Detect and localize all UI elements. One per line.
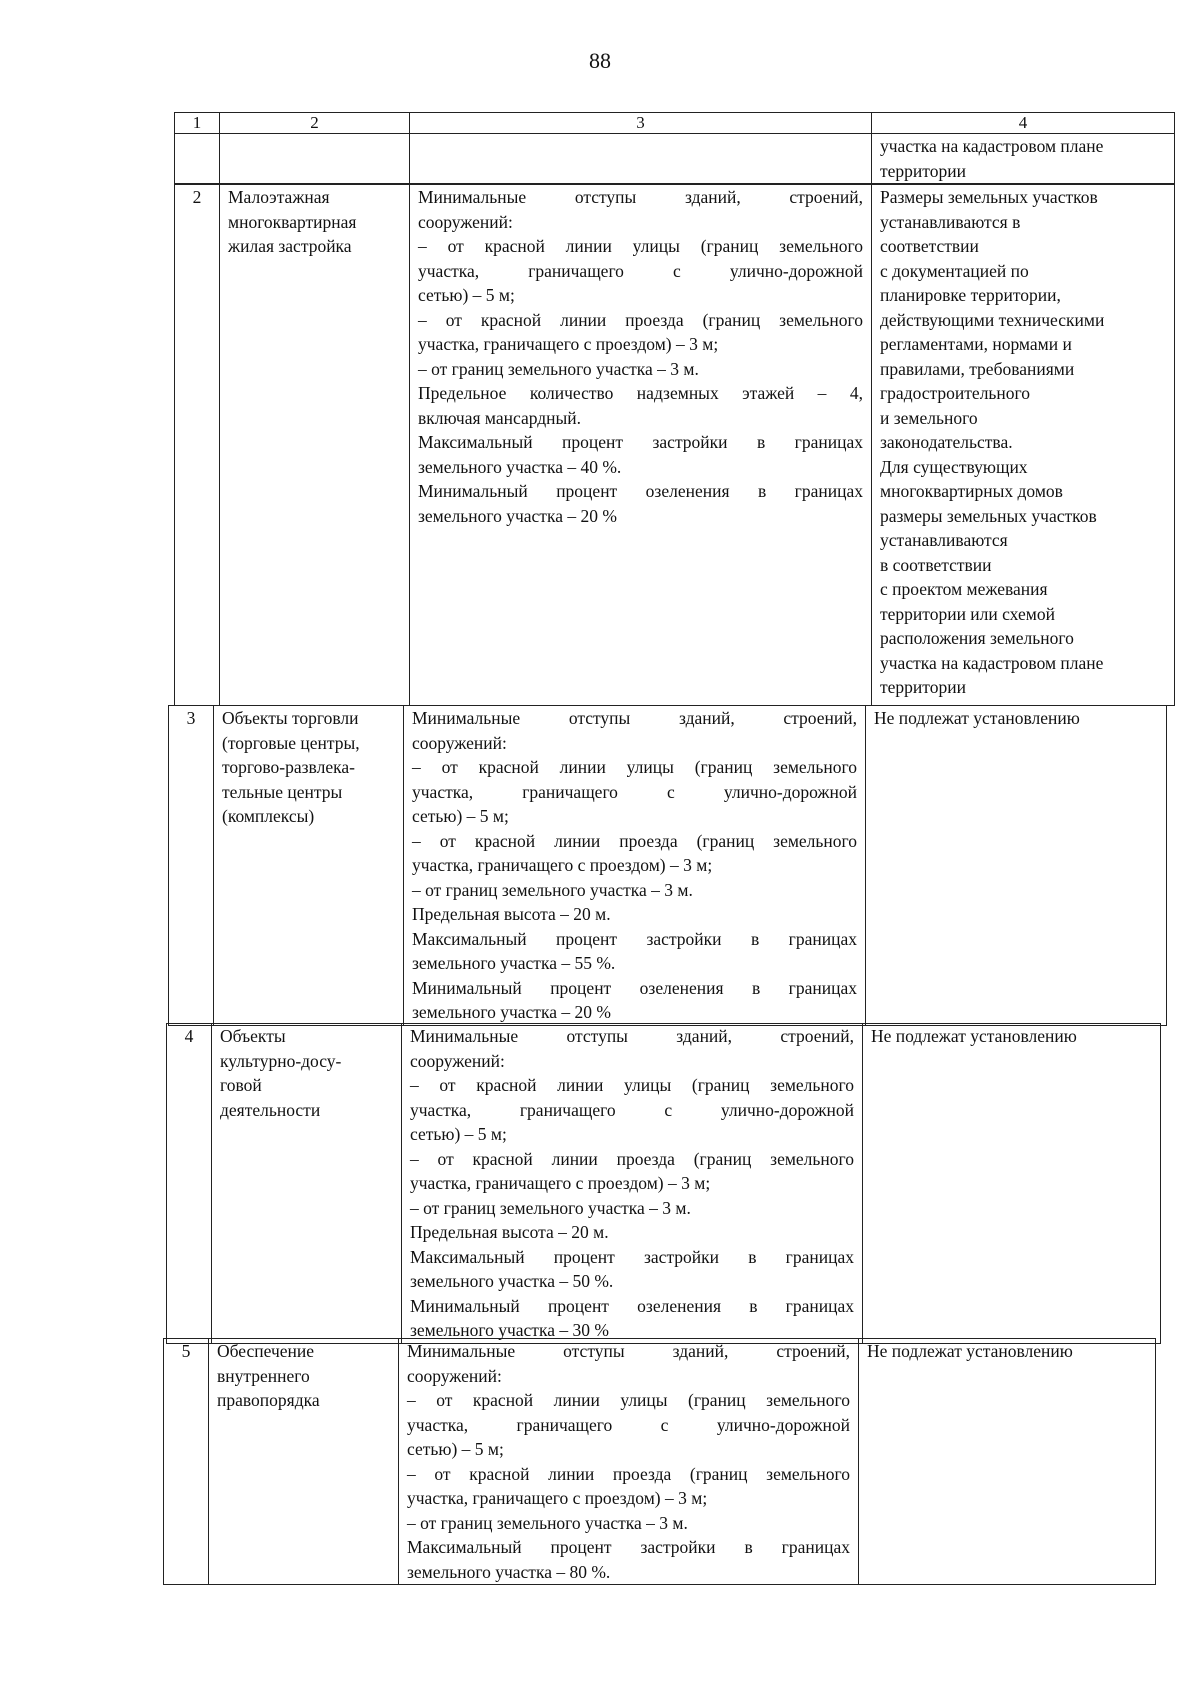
column-header-2: 2 [220, 113, 410, 134]
zone-name-cell: Обеспечение внутреннего правопорядка [209, 1339, 399, 1585]
plot-sizes-cell: Не подлежат установлению [866, 706, 1167, 1026]
plot-sizes-cell: Не подлежат установлению [863, 1024, 1161, 1344]
table-row [163, 1338, 1156, 1585]
row-number: 3 [169, 706, 214, 1026]
zone-name-cell: Объекты торговли (торговые центры, торгово-развлека- тельные центры (комплексы) [214, 706, 404, 1026]
requirements-cell: Минимальные отступы зданий, строений, сооружений: – от красной линии улицы (границ земельного участка, граничащего с улично-дорожной сетью) – 5 м; – от красной линии проезда (границ земельного участка, граничащего с проездом) – 3 м; – от границ земельного участка – 3 м. Предельная высота – 20 м. Максимальный процент застройки в границах земельного участка – 50 %. Минимальный процент озеленения в границах земельного участка – 30 % [402, 1024, 863, 1344]
requirements-cell: Минимальные отступы зданий, строений, сооружений: – от красной линии улицы (границ земельного участка, граничащего с улично-дорожной сетью) – 5 м; – от красной линии проезда (границ земельного участка, граничащего с проездом) – 3 м; – от границ земельного участка – 3 м. Предельная высота – 20 м. Максимальный процент застройки в границах земельного участка – 55 %. Минимальный процент озеленения в границах земельного участка – 20 % [404, 706, 866, 1026]
page-number: 88 [589, 48, 611, 73]
table-header-block [174, 112, 1175, 184]
row-number: 2 [175, 185, 220, 706]
row-number: 4 [167, 1024, 212, 1344]
requirements-cell: Минимальные отступы зданий, строений, сооружений: – от красной линии улицы (границ земельного участка, граничащего с улично-дорожной сетью) – 5 м; – от красной линии проезда (границ земельного участка, граничащего с проездом) – 3 м; – от границ земельного участка – 3 м. Предельное количество надземных этажей – 4, включая мансардный. Максимальный процент застройки в границах земельного участка – 40 %. Минимальный процент озеленения в границах земельного участка – 20 % [410, 185, 872, 706]
plot-sizes-cell: Размеры земельных участков устанавливаются в соответствии с документацией по планировке территории, действующими техническими регламентами, нормами и правилами, требованиями градостроительного и земельного законодательства. Для существующих многоквартирных домов размеры земельных участков устанавливаются в соответствии с проектом межевания территории или схемой расположения земельного участка на кадастровом плане территории [872, 185, 1175, 706]
continuation-sizes-cell: участка на кадастровом плане территории [872, 134, 1175, 184]
column-header-3: 3 [410, 113, 872, 134]
column-header-1: 1 [175, 113, 220, 134]
zone-name-cell: Малоэтажная многоквартирная жилая застройка [220, 185, 410, 706]
zone-name-cell: Объекты культурно-досу- говой деятельности [212, 1024, 402, 1344]
table-row [168, 705, 1167, 1026]
plot-sizes-cell: Не подлежат установлению [859, 1339, 1156, 1585]
table-row [166, 1023, 1161, 1344]
table-row [174, 184, 1175, 706]
column-header-4: 4 [872, 113, 1175, 134]
table-header-row [175, 113, 1175, 134]
continuation-row [175, 134, 1175, 184]
requirements-cell: Минимальные отступы зданий, строений, сооружений: – от красной линии улицы (границ земельного участка, граничащего с улично-дорожной сетью) – 5 м; – от красной линии проезда (границ земельного участка, граничащего с проездом) – 3 м; – от границ земельного участка – 3 м. Максимальный процент застройки в границах земельного участка – 80 %. [399, 1339, 859, 1585]
row-number: 5 [164, 1339, 209, 1585]
